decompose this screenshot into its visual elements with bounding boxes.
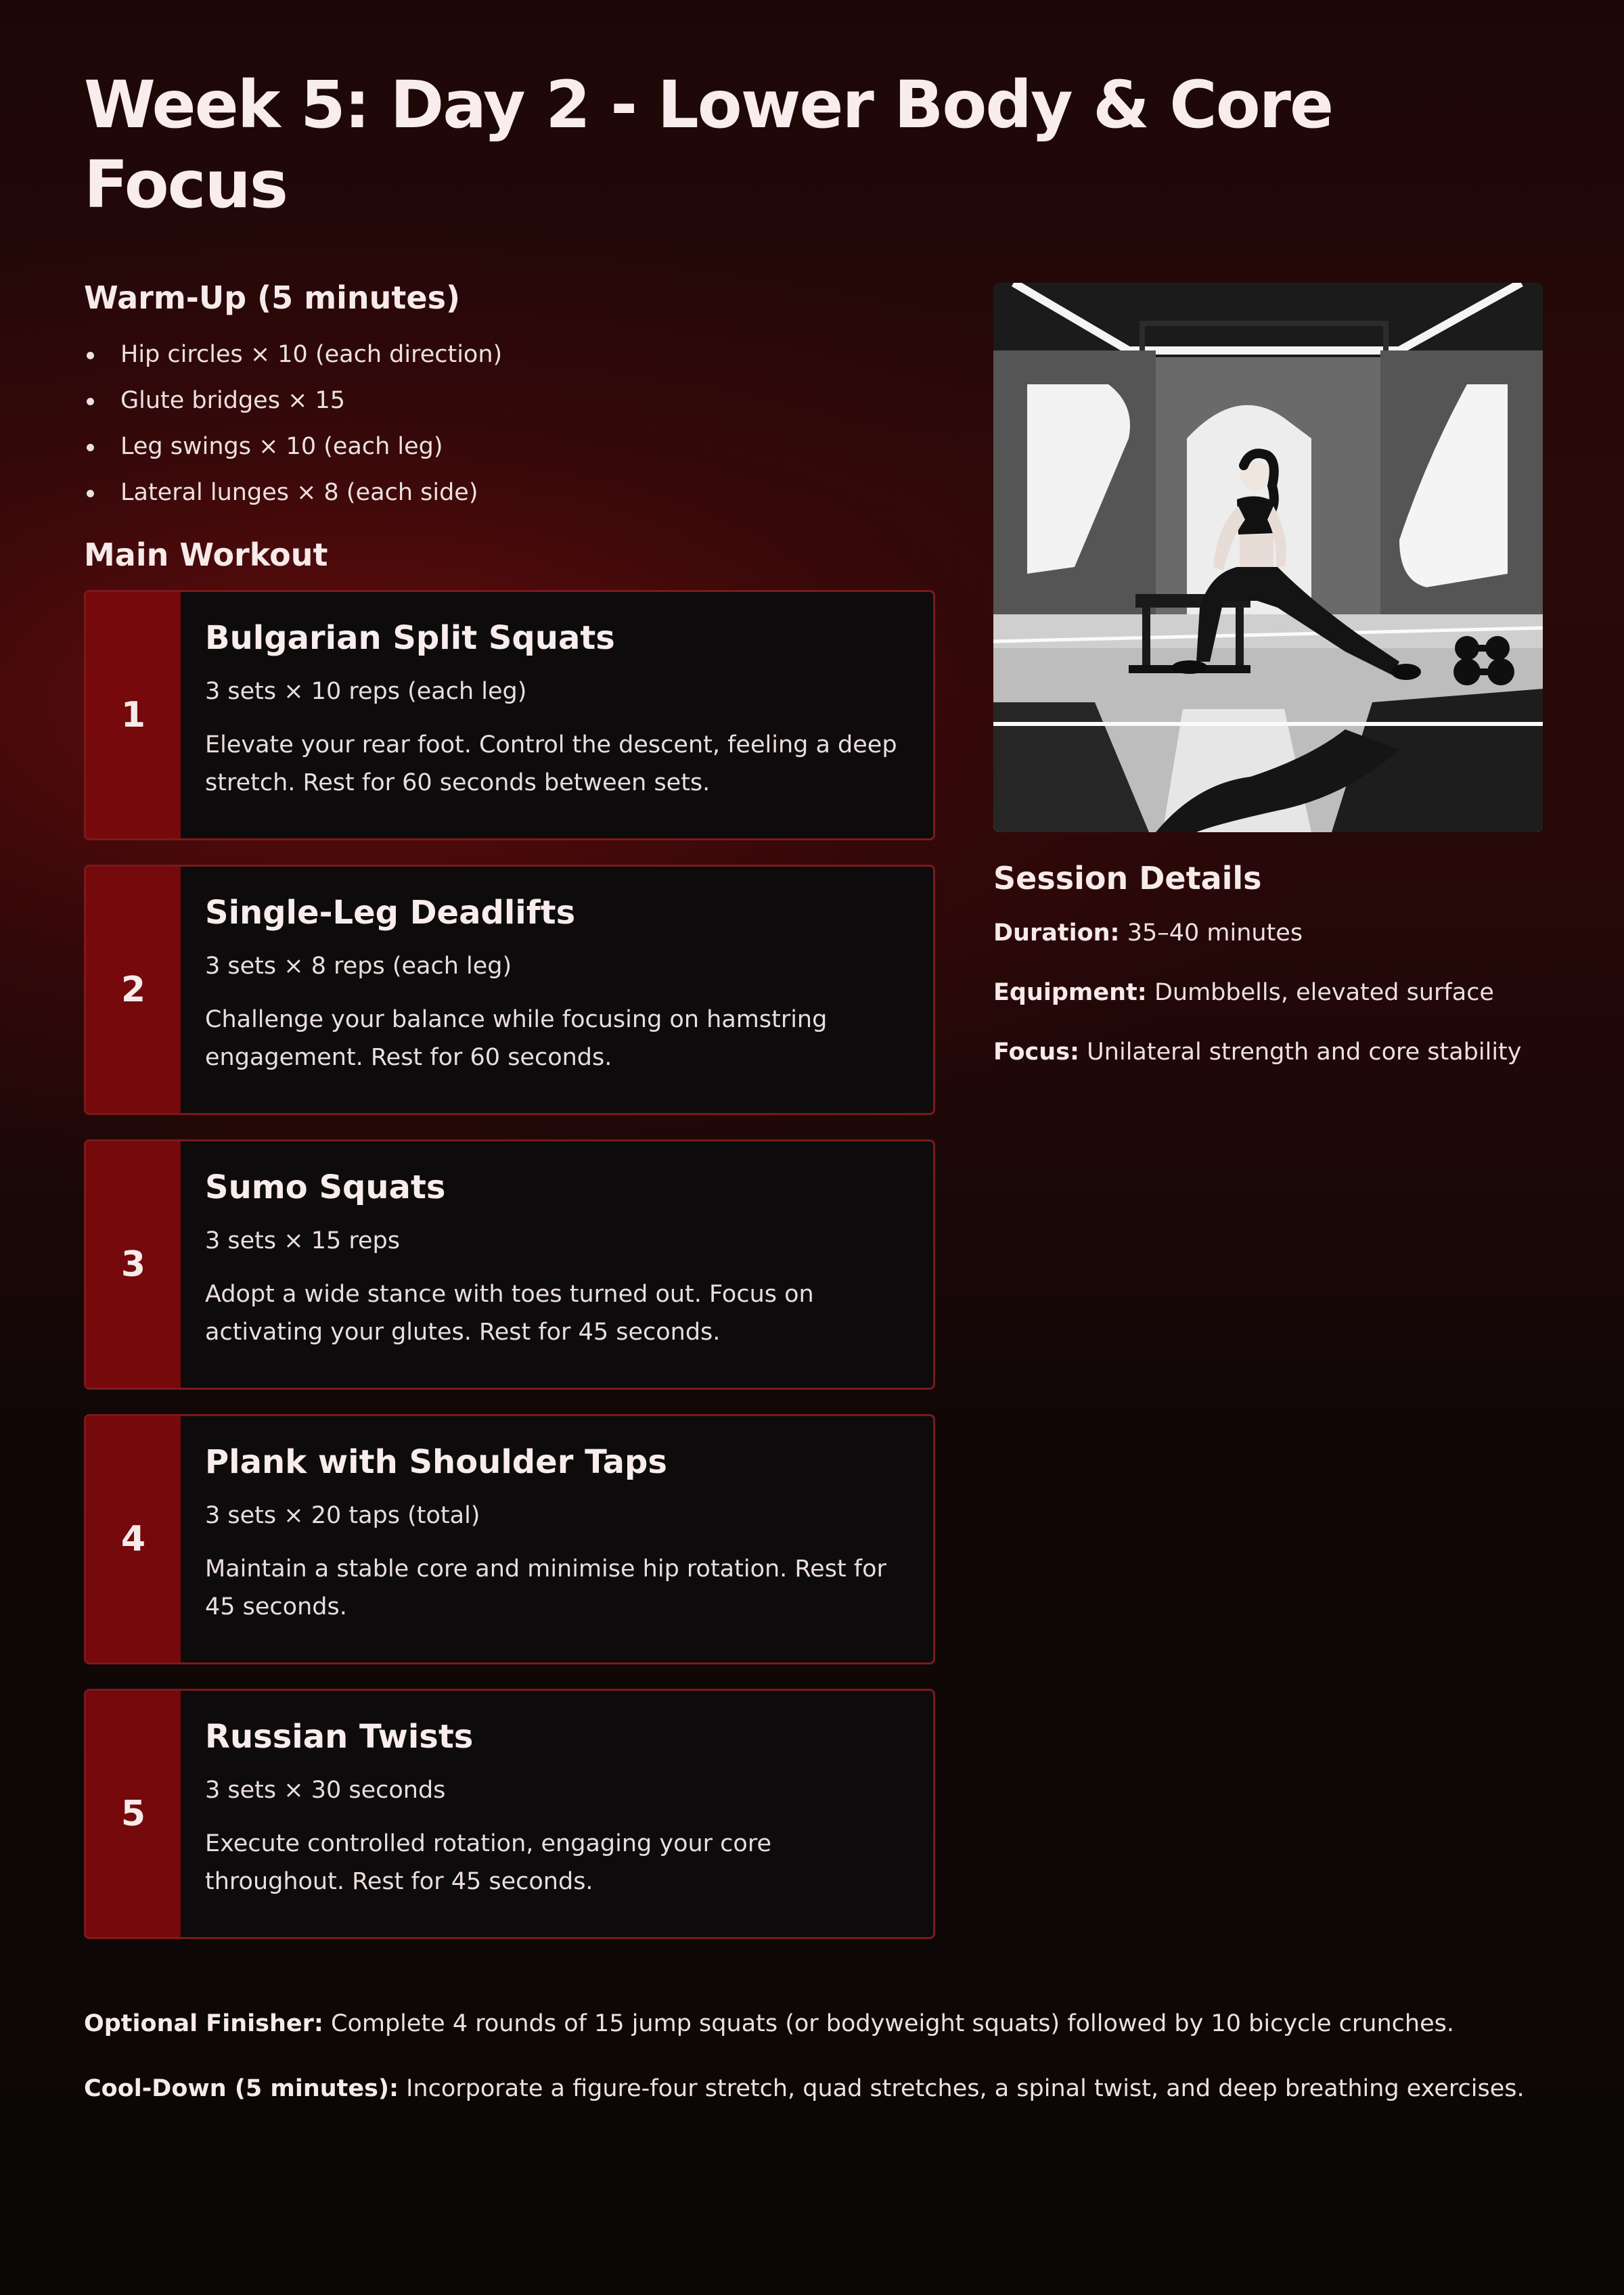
- warmup-item: Lateral lunges × 8 (each side): [84, 470, 935, 516]
- focus-label: Focus:: [993, 1039, 1080, 1066]
- exercise-sets: 3 sets × 8 reps (each leg): [205, 953, 512, 980]
- exercise-card: [84, 865, 935, 1115]
- exercise-title: Sumo Squats: [205, 1168, 446, 1206]
- warmup-item: Hip circles × 10 (each direction): [84, 332, 935, 378]
- cooldown-label: Cool-Down (5 minutes):: [84, 2075, 399, 2102]
- equipment-value: Dumbbells, elevated surface: [1154, 979, 1494, 1006]
- footer-notes: [84, 2007, 1539, 2137]
- exercise-sets: 3 sets × 30 seconds: [205, 1777, 446, 1804]
- focus-value: Unilateral strength and core stability: [1087, 1039, 1522, 1066]
- sidebar: [993, 283, 1543, 1069]
- exercise-title: Russian Twists: [205, 1718, 474, 1756]
- exercise-description: Maintain a stable core and minimise hip rotation. Rest for 45 seconds.: [205, 1555, 886, 1620]
- warmup-item: Leg swings × 10 (each leg): [84, 424, 935, 470]
- page-title: Week 5: Day 2 - Lower Body & Core Focus: [84, 67, 1333, 223]
- equipment-detail: [993, 976, 1543, 1009]
- duration-detail: [993, 916, 1543, 950]
- warmup-heading: Warm-Up (5 minutes): [84, 279, 460, 316]
- exercise-number: 2: [86, 867, 181, 1113]
- duration-label: Duration:: [993, 919, 1120, 947]
- exercise-sets: 3 sets × 10 reps (each leg): [205, 678, 527, 705]
- exercise-description: Elevate your rear foot. Control the descent, feeling a deep stretch. Rest for 60 seconds between sets.: [205, 731, 897, 796]
- exercise-list: [84, 590, 935, 1939]
- exercise-number: 5: [86, 1691, 181, 1937]
- duration-value: 35–40 minutes: [1127, 919, 1303, 947]
- exercise-card: [84, 1139, 935, 1390]
- equipment-label: Equipment:: [993, 979, 1147, 1006]
- optional-finisher: [84, 2007, 1539, 2041]
- cool-down: [84, 2072, 1539, 2106]
- cooldown-text: Incorporate a figure-four stretch, quad stretches, a spinal twist, and deep breathing exercises.: [406, 2075, 1525, 2102]
- exercise-card: [84, 1689, 935, 1939]
- session-details-heading: Session Details: [993, 860, 1262, 896]
- exercise-sets: 3 sets × 15 reps: [205, 1227, 400, 1254]
- exercise-description: Challenge your balance while focusing on hamstring engagement. Rest for 60 seconds.: [205, 1006, 828, 1071]
- exercise-card: [84, 590, 935, 840]
- finisher-text: Complete 4 rounds of 15 jump squats (or bodyweight squats) followed by 10 bicycle crunches.: [331, 2010, 1454, 2037]
- exercise-sets: 3 sets × 20 taps (total): [205, 1502, 480, 1529]
- warmup-list: [84, 332, 935, 516]
- main-column: [84, 277, 935, 1963]
- focus-detail: [993, 1035, 1543, 1069]
- exercise-title: Bulgarian Split Squats: [205, 619, 615, 657]
- warmup-item: Glute bridges × 15: [84, 378, 935, 424]
- exercise-number: 3: [86, 1141, 181, 1388]
- exercise-description: Execute controlled rotation, engaging your core throughout. Rest for 45 seconds.: [205, 1830, 771, 1895]
- exercise-title: Plank with Shoulder Taps: [205, 1443, 667, 1481]
- workout-illustration: [993, 283, 1543, 832]
- exercise-title: Single-Leg Deadlifts: [205, 894, 576, 932]
- main-workout-heading: Main Workout: [84, 537, 328, 573]
- exercise-description: Adopt a wide stance with toes turned out. Focus on activating your glutes. Rest for 45 seconds.: [205, 1281, 814, 1346]
- exercise-number: 1: [86, 592, 181, 838]
- finisher-label: Optional Finisher:: [84, 2010, 323, 2037]
- exercise-number: 4: [86, 1416, 181, 1662]
- exercise-card: [84, 1414, 935, 1664]
